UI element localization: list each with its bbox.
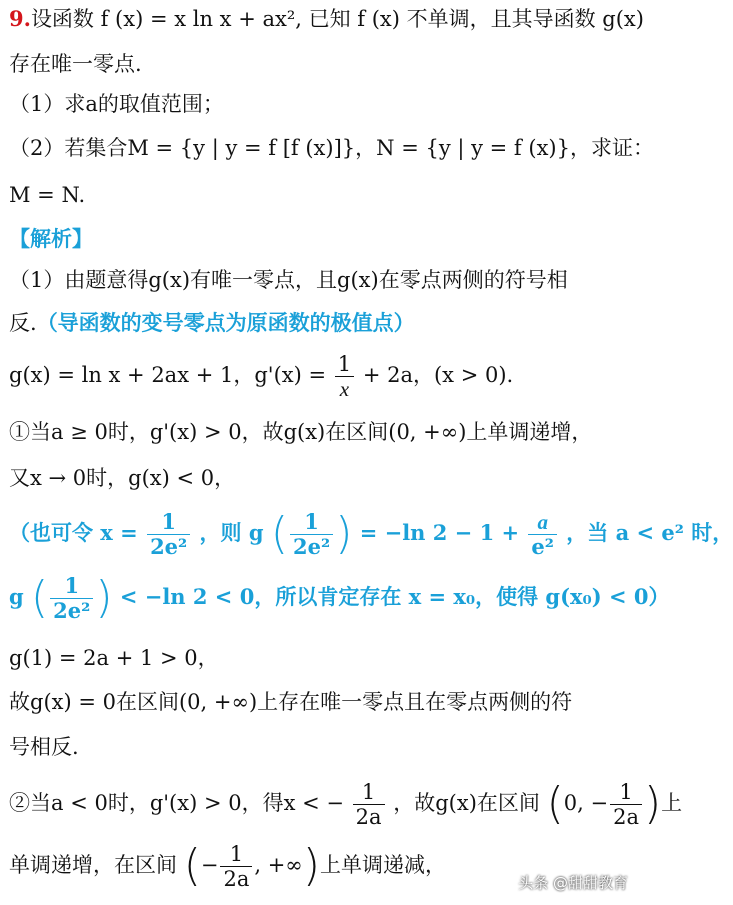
- frac-den: 2a: [223, 866, 250, 891]
- analysis-header: 【解析】: [9, 226, 93, 251]
- note2-b: < −ln 2 < 0，所以肯定存在 x = x₀，使得 g(x₀) < 0）: [119, 583, 670, 609]
- watermark: 头条 @甜甜教育: [518, 874, 628, 892]
- last-a: 单调递增，在区间: [9, 852, 177, 877]
- question-2: （2）若集合M = {y | y = f [f (x)]}，N = {y | y = f (x)}，求证：: [9, 136, 654, 160]
- problem-line-2: 存在唯一零点.: [9, 52, 142, 76]
- note1-d: ，当 a < e² 时，: [566, 519, 733, 545]
- frac-num: 1: [335, 352, 354, 377]
- frac-den: 2a: [613, 804, 639, 829]
- paren-close: ): [335, 508, 353, 559]
- frac-den: 2e²: [293, 533, 331, 559]
- fraction-1-over-2a-interval: [610, 780, 642, 829]
- fraction-1-over-2a-last: [220, 842, 252, 891]
- paren-open: (: [546, 778, 564, 829]
- frac-den: 2a: [355, 804, 382, 829]
- equation-g-left: g(x) = ln x + 2ax + 1，g'(x) =: [9, 363, 327, 388]
- frac-den: 2e²: [53, 597, 91, 623]
- problem-number: 9.: [9, 6, 31, 31]
- case-1-line-a: ①当a ≥ 0时，g'(x) > 0，故g(x)在区间(0, +∞)上单调递增，: [9, 420, 593, 444]
- question-1: （1）求a的取值范围；: [9, 92, 224, 116]
- question-2-end: M = N.: [9, 183, 86, 207]
- fraction-1-over-2e2-note2: [50, 574, 93, 623]
- note1-b: ，则 g: [199, 519, 264, 545]
- equation-g-right: + 2a，(x > 0).: [362, 363, 514, 388]
- paren-close: ): [643, 778, 662, 829]
- fraction-1-over-2e2: [147, 510, 190, 559]
- paren-close: ): [302, 840, 320, 891]
- note-line-2: [9, 572, 670, 625]
- frac-den: x: [339, 377, 350, 402]
- frac-den: e²: [531, 533, 554, 559]
- last-b: −: [200, 852, 219, 877]
- problem-line-1: [9, 6, 644, 32]
- case2-a: ②当a < 0时，g'(x) > 0，得x < −: [9, 790, 344, 815]
- last-line: [9, 840, 446, 893]
- frac-num: 1: [147, 510, 190, 535]
- fraction-1-over-2e2-arg: [290, 510, 333, 559]
- case-1-line-b: 又x → 0时，g(x) < 0，: [9, 466, 236, 490]
- frac-num: 1: [610, 780, 642, 805]
- conclusion-line-1: 故g(x) = 0在区间(0, +∞)上存在唯一零点且在零点两侧的符: [9, 690, 573, 714]
- solution-line-1: （1）由题意得g(x)有唯一零点，且g(x)在零点两侧的符号相: [9, 268, 568, 292]
- frac-num: 1: [290, 510, 333, 535]
- note1-a: （也可令 x =: [9, 519, 138, 545]
- last-d: 上单调递减，: [319, 852, 446, 877]
- solution-text: 反.: [9, 311, 37, 335]
- note1-c: = −ln 2 − 1 +: [359, 519, 520, 545]
- case2-b: ，故g(x)在区间: [393, 790, 540, 815]
- case-2-line: [9, 778, 682, 831]
- fraction-a-over-e2: [528, 510, 557, 559]
- paren-open: (: [270, 508, 289, 559]
- problem-text-1: 设函数 f (x) = x ln x + ax², 已知 f (x) 不单调，且其导函数 g(x): [30, 7, 644, 31]
- frac-num: 1: [353, 780, 385, 805]
- paren-close: ): [95, 572, 113, 623]
- paren-open: (: [31, 572, 49, 623]
- fraction-1-over-x: [335, 352, 354, 401]
- g1-line: g(1) = 2a + 1 > 0，: [9, 646, 219, 670]
- frac-den: 2e²: [150, 533, 188, 559]
- fraction-1-over-2a: [353, 780, 385, 829]
- solution-line-2: [9, 310, 415, 336]
- case2-d: 上: [661, 790, 683, 815]
- note2-a: g: [9, 583, 24, 609]
- case2-c: 0, −: [563, 790, 609, 815]
- paren-open: (: [183, 840, 201, 891]
- frac-num: 1: [50, 574, 93, 599]
- conclusion-line-2: 号相反.: [9, 735, 79, 759]
- frac-num: a: [528, 510, 557, 535]
- solution-note: （导函数的变号零点为原函数的极值点）: [36, 310, 415, 335]
- last-c: , +∞: [254, 852, 303, 877]
- frac-num: 1: [220, 842, 252, 867]
- equation-g: [9, 352, 513, 401]
- note-line-1: [9, 508, 733, 561]
